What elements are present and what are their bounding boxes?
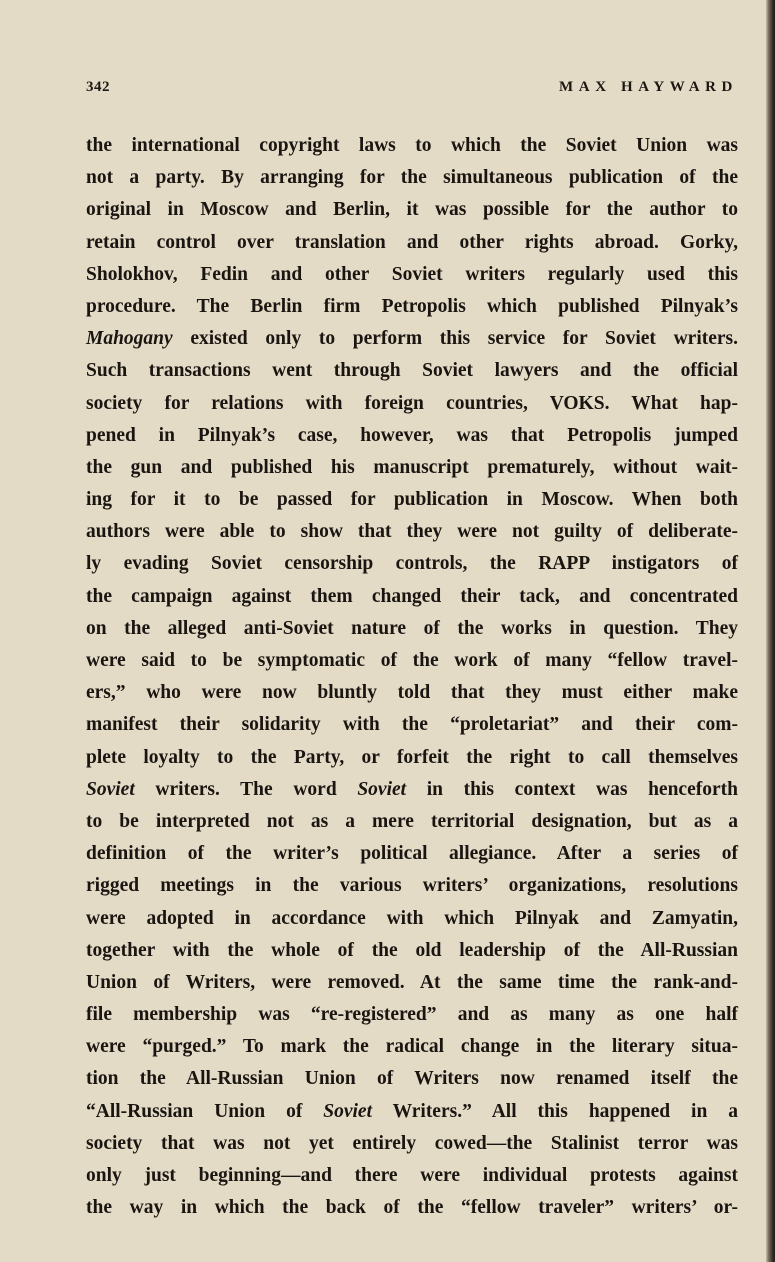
text-run: society for relations with foreign countries, VOKS. What hap- [86,392,738,414]
text-run: were adopted in accordance with which Pilnyak and Zamyatin, [86,907,738,929]
text-run: ing for it to be passed for publication in Moscow. When both [86,489,738,511]
text-run: the campaign against them changed their tack, and concentrated [86,585,738,607]
text-line [86,999,738,1031]
text-line [86,645,738,677]
text-run: were “purged.” To mark the radical change in the literary situa- [86,1036,738,1058]
text-run: original in Moscow and Berlin, it was possible for the author to [86,199,738,221]
text-line [86,613,738,645]
text-line [86,1128,738,1160]
text-run: Sholokhov, Fedin and other Soviet writers regularly used this [86,263,738,285]
text-run: to be interpreted not as a mere territorial designation, but as a [86,810,738,832]
text-run: Such transactions went through Soviet lawyers and the official [86,360,738,382]
text-run: society that was not yet entirely cowed—the Stalinist terror was [86,1132,738,1154]
text-line [86,709,738,741]
text-run: definition of the writer’s political allegiance. After a series of [86,843,738,865]
text-line [86,130,738,162]
text-run: authors were able to show that they were not guilty of deliberate- [86,521,738,543]
text-run: rigged meetings in the various writers’ organizations, resolutions [86,875,738,897]
text-line [86,677,738,709]
text-line [86,291,738,323]
text-run: Union of Writers, were removed. At the same time the rank-and- [86,971,738,993]
text-run: pened in Pilnyak’s case, however, was that Petropolis jumped [86,424,738,446]
text-line [86,1160,738,1192]
text-line [86,838,738,870]
text-line [86,484,738,516]
text-line [86,806,738,838]
text-run: writers. The word [134,778,358,800]
italic-text: Mahogany [86,328,173,350]
text-line [86,323,738,355]
text-line [86,1192,738,1224]
italic-text: Soviet [357,778,407,800]
italic-text: Soviet [323,1100,373,1122]
text-run: only just beginning—and there were individual protests against [86,1165,738,1186]
text-line [86,774,738,806]
text-run: plete loyalty to the Party, or forfeit the right to call themselves [86,746,738,768]
text-line [86,548,738,580]
text-line [86,1063,738,1095]
text-run: tion the All-Russian Union of Writers now renamed itself the [86,1068,738,1090]
text-line [86,388,738,420]
page-edge-shadow [766,0,775,1262]
text-line [86,742,738,774]
text-line [86,967,738,999]
text-line [86,935,738,967]
text-line [86,1096,738,1128]
text-line [86,452,738,484]
text-run: the way in which the back of the “fellow traveler” writers’ or- [86,1197,738,1219]
text-line [86,903,738,935]
text-line [86,355,738,387]
text-run: manifest their solidarity with the “proletariat” and their com- [86,714,738,736]
text-run: Writers.” All this happened in a [372,1100,738,1122]
text-run: together with the whole of the old leadership of the All-Russian [86,939,738,961]
text-run: not a party. By arranging for the simultaneous publication of the [86,167,738,189]
text-run: the gun and published his manuscript prematurely, without wait- [86,456,738,478]
text-run: existed only to perform this service for Soviet writers. [172,328,738,350]
text-line [86,259,738,291]
text-run: the international copyright laws to which the Soviet Union was [86,135,738,156]
text-line [86,581,738,613]
text-run: procedure. The Berlin firm Petropolis which published Pilnyak’s [86,295,738,317]
text-run: ly evading Soviet censorship controls, the RAPP instigators of [86,553,738,575]
text-line [86,1031,738,1063]
text-run: “All-Russian Union of [86,1100,324,1122]
text-run: ers,” who were now bluntly told that they must either make [86,682,738,704]
text-line [86,227,738,259]
body-text [86,130,738,1224]
italic-text: Soviet [86,778,135,800]
page-header [86,79,738,103]
text-run: retain control over translation and other rights abroad. Gorky, [86,231,738,253]
text-line [86,420,738,452]
text-run: were said to be symptomatic of the work of many “fellow travel- [86,650,738,671]
text-run: in this context was henceforth [406,778,738,800]
text-line [86,516,738,548]
text-run: on the alleged anti-Soviet nature of the works in question. They [86,617,738,639]
text-line [86,194,738,226]
text-line [86,870,738,902]
page-number: 342 [86,79,110,95]
running-head: MAX HAYWARD [559,79,738,95]
text-line [86,162,738,194]
text-run: file membership was “re-registered” and as many as one half [86,1004,738,1026]
